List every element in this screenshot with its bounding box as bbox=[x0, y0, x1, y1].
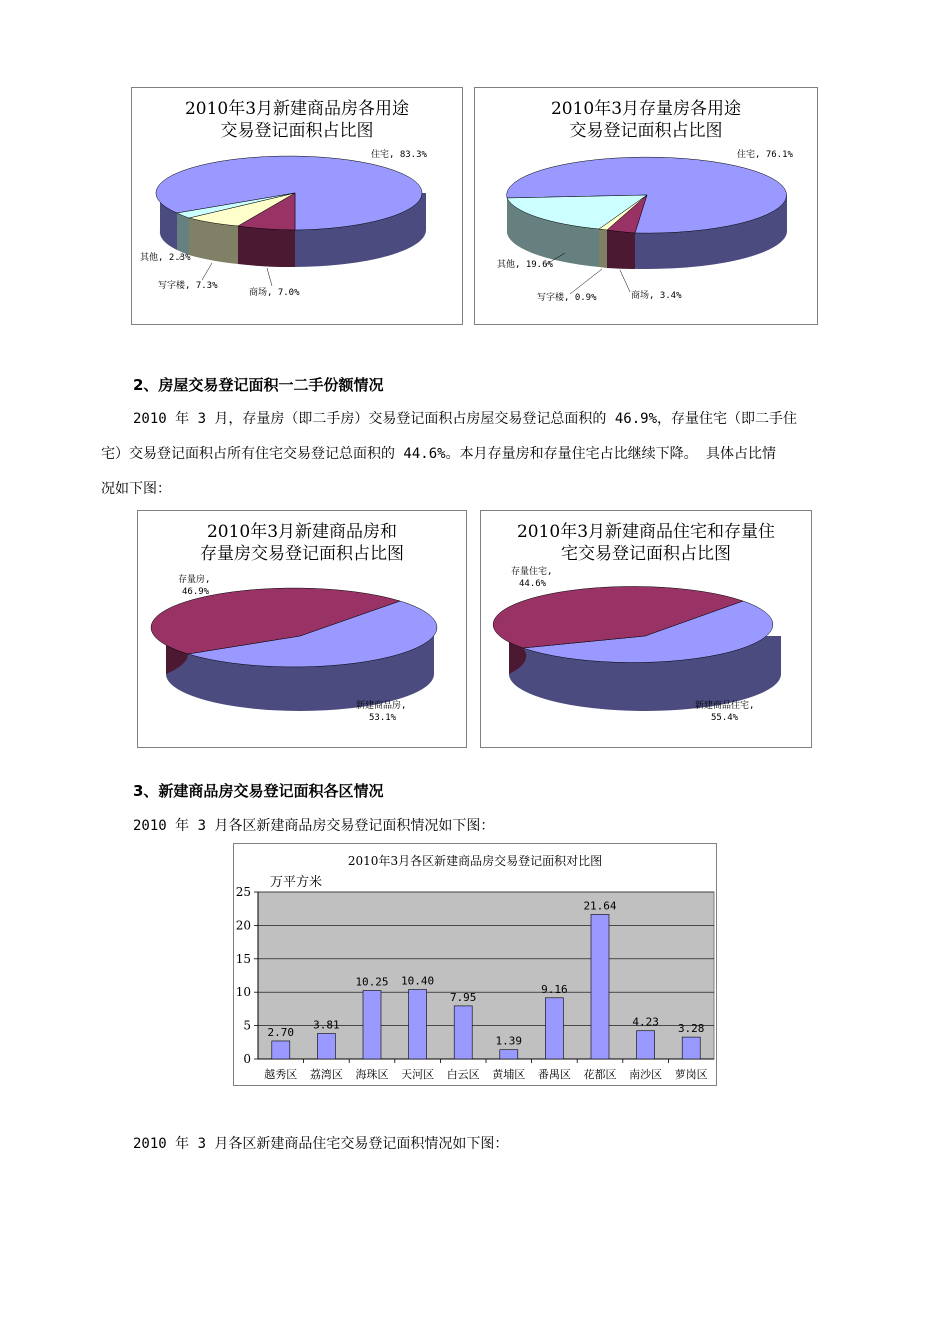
section-3-heading: 3、新建商品房交易登记面积各区情况 bbox=[133, 782, 384, 800]
bar bbox=[409, 990, 427, 1059]
bar bbox=[500, 1050, 518, 1059]
bar bbox=[545, 998, 563, 1059]
x-tick-label: 萝岗区 bbox=[674, 1068, 708, 1081]
bar bbox=[454, 1006, 472, 1059]
bar bbox=[682, 1037, 700, 1059]
y-tick-label: 15 bbox=[235, 951, 251, 966]
pie-label-mall: 商场, 3.4% bbox=[631, 291, 682, 301]
y-axis-unit: 万平方米 bbox=[270, 875, 323, 890]
pie-graphic bbox=[481, 511, 813, 749]
paragraph-line: 2010 年 3 月各区新建商品住宅交易登记面积情况如下图： bbox=[133, 1136, 509, 1152]
pie-label-residential: 住宅, 83.3% bbox=[371, 150, 427, 160]
bar bbox=[591, 914, 609, 1059]
bar bbox=[637, 1031, 655, 1059]
chart-title-line1: 2010年3月新建商品住宅和存量住 bbox=[516, 522, 776, 542]
bar-value-label: 4.23 bbox=[632, 1015, 659, 1029]
pie-label-existing-value: 46.9% bbox=[182, 587, 210, 597]
bar-value-label: 9.16 bbox=[541, 982, 568, 996]
x-tick-label: 黄埔区 bbox=[492, 1068, 526, 1081]
pie-label-existing-name: 存量住宅, bbox=[511, 567, 553, 577]
pie-label-other: 其他, 19.6% bbox=[497, 260, 553, 270]
x-tick-label: 南沙区 bbox=[629, 1068, 663, 1081]
chart-title-line1: 2010年3月新建商品房和 bbox=[206, 522, 398, 542]
y-tick-label: 0 bbox=[243, 1052, 251, 1066]
bar-value-label: 7.95 bbox=[449, 990, 477, 1004]
pie-label-existing-value: 44.6% bbox=[519, 579, 547, 589]
bar-value-label: 21.64 bbox=[583, 899, 617, 913]
x-tick-label: 白云区 bbox=[446, 1068, 480, 1081]
pie-side-other bbox=[177, 213, 189, 255]
pie-label-residential: 住宅, 76.1% bbox=[737, 150, 793, 160]
x-tick-label: 番禺区 bbox=[537, 1068, 571, 1081]
pie-label-new-value: 55.4% bbox=[711, 713, 739, 723]
bar bbox=[272, 1041, 290, 1059]
chart-title-line2: 宅交易登记面积占比图 bbox=[561, 544, 731, 564]
x-tick-label: 海珠区 bbox=[355, 1068, 389, 1081]
x-tick-label: 荔湾区 bbox=[309, 1068, 343, 1081]
x-tick-label: 越秀区 bbox=[264, 1068, 298, 1081]
bar-value-label: 10.25 bbox=[355, 975, 389, 989]
pie-graphic bbox=[138, 511, 468, 749]
x-tick-label: 花都区 bbox=[583, 1068, 617, 1081]
pie-label-office: 写字楼, 7.3% bbox=[158, 281, 218, 291]
pie-chart-new-vs-existing-residential bbox=[480, 510, 812, 748]
bar-value-label: 3.81 bbox=[313, 1018, 340, 1032]
bar-graphic bbox=[234, 844, 718, 1087]
bar bbox=[363, 991, 381, 1059]
pie-label-existing-name: 存量房, bbox=[178, 575, 211, 585]
bar bbox=[317, 1034, 335, 1059]
pie-label-new-name: 新建商品住宅, bbox=[695, 701, 755, 711]
chart-title-line1: 2010年3月存量房各用途 bbox=[550, 99, 742, 119]
pie-chart-new-vs-existing bbox=[137, 510, 467, 748]
pie-side-mall bbox=[607, 230, 635, 269]
bar-value-label: 3.28 bbox=[677, 1022, 705, 1036]
chart-title-line2: 存量房交易登记面积占比图 bbox=[200, 544, 404, 564]
pie-side-mall bbox=[238, 226, 295, 267]
pie-label-new-name: 新建商品房, bbox=[356, 701, 407, 711]
y-tick-label: 5 bbox=[243, 1018, 251, 1033]
bar-chart-district-area bbox=[233, 843, 717, 1086]
x-tick-label: 天河区 bbox=[401, 1068, 435, 1081]
section-2-heading: 2、房屋交易登记面积一二手份额情况 bbox=[133, 376, 384, 394]
pie-label-new-value: 53.1% bbox=[369, 713, 397, 723]
y-tick-label: 20 bbox=[235, 918, 251, 933]
bar-value-label: 1.39 bbox=[495, 1034, 523, 1048]
pie-label-other: 其他, 2.3% bbox=[140, 253, 191, 263]
bar-value-label: 10.40 bbox=[401, 974, 435, 988]
bar-value-label: 2.70 bbox=[267, 1025, 295, 1039]
chart-title-line2: 交易登记面积占比图 bbox=[220, 121, 374, 141]
paragraph-line: 2010 年 3 月各区新建商品房交易登记面积情况如下图： bbox=[133, 818, 495, 834]
chart-title-line1: 2010年3月新建商品房各用途 bbox=[184, 99, 410, 119]
pie-chart-new-by-use bbox=[131, 87, 463, 325]
chart-title-line2: 交易登记面积占比图 bbox=[569, 121, 723, 141]
paragraph-line: 况如下图： bbox=[101, 481, 171, 497]
paragraph-line: 宅）交易登记面积占所有住宅交易登记总面积的 44.6%。本月存量房和存量住宅占比继续下降。 具体占比情 bbox=[101, 446, 776, 462]
pie-label-mall: 商场, 7.0% bbox=[249, 288, 300, 298]
y-tick-label: 10 bbox=[235, 985, 251, 1000]
chart-title: 2010年3月各区新建商品房交易登记面积对比图 bbox=[347, 854, 603, 868]
pie-chart-existing-by-use bbox=[474, 87, 818, 325]
pie-side-office bbox=[599, 229, 607, 268]
pie-label-office: 写字楼, 0.9% bbox=[537, 293, 597, 303]
y-tick-label: 25 bbox=[235, 885, 251, 899]
paragraph-line: 2010 年 3 月，存量房（即二手房）交易登记面积占房屋交易登记总面积的 46.9%，存量住宅（即二手住 bbox=[133, 411, 797, 427]
